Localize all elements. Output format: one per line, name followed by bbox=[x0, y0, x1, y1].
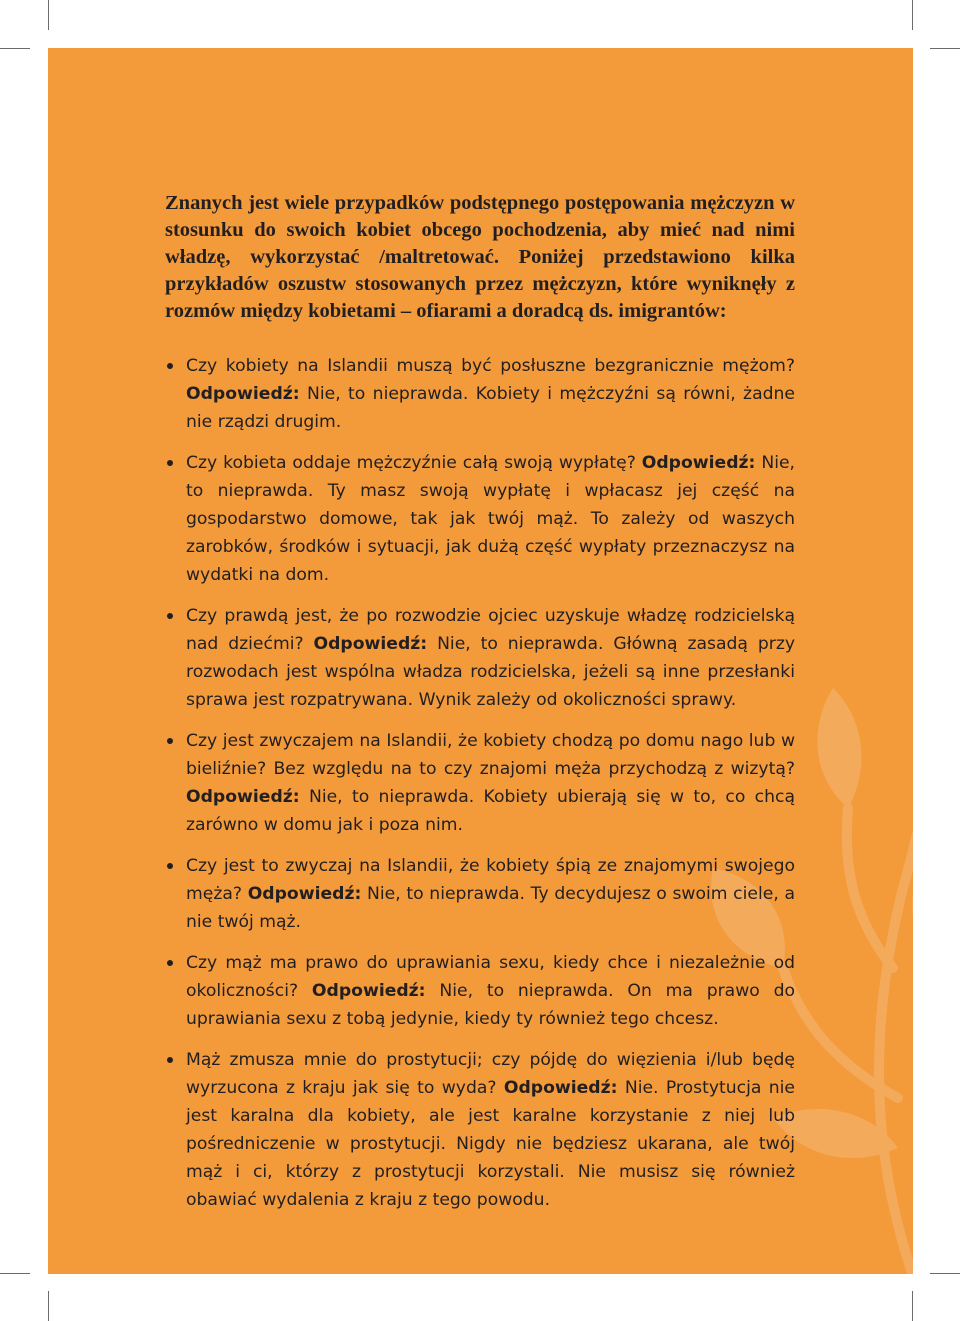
list-item bbox=[165, 352, 795, 436]
question-text: Czy mąż ma prawo do uprawiania sexu, kiedy chce i niezależnie od okoliczności? bbox=[186, 953, 795, 1001]
question-text: Czy jest zwyczajem na Islandii, że kobiety chodzą po domu nago lub w bieliźnie? Bez względu na to czy znajomi męża przychodzą z wizytą? bbox=[186, 731, 795, 779]
answer-label: Odpowiedź: bbox=[186, 384, 300, 404]
bullet-icon bbox=[167, 1057, 173, 1063]
main-content bbox=[165, 190, 795, 1227]
list-item bbox=[165, 949, 795, 1033]
crop-mark bbox=[930, 1273, 960, 1274]
answer-label: Odpowiedź: bbox=[247, 884, 362, 904]
question-text: Czy jest to zwyczaj na Islandii, że kobiety śpią ze znajomymi swojego męża? bbox=[186, 856, 795, 904]
answer-text: Nie, to nieprawda. Główną zasadą przy rozwodach jest wspólna władza rodzicielska, jeżeli są inne przesłanki sprawa jest rozpatrywana. Wynik zależy od okoliczności sprawy. bbox=[186, 634, 796, 710]
intro-paragraph: Znanych jest wiele przypadków podstępnego postępowania mężczyzn w stosunku do swoich kobiet obcego pochodzenia, aby mieć nad nimi władzę, wykorzystać /maltretować. Poniżej przedstawiono kilka przykładów oszustw stosowanych przez mężczyzn, które wyniknęły z rozmów między kobietami – ofiarami a doradcą ds. imigrantów: bbox=[165, 192, 795, 322]
bullet-icon bbox=[167, 863, 173, 869]
crop-mark bbox=[0, 1273, 30, 1274]
question-text: Mąż zmusza mnie do prostytucji; czy pójdę do więzienia i/lub będę wyrzucona z kraju jak się to wyda? bbox=[186, 1050, 795, 1098]
bullet-icon bbox=[167, 613, 173, 619]
answer-text: Nie, to nieprawda. Ty decydujesz o swoim ciele, a nie twój mąż. bbox=[186, 884, 796, 932]
answer-label: Odpowiedź: bbox=[313, 634, 428, 654]
answer-label: Odpowiedź: bbox=[503, 1078, 618, 1098]
answer-text: Nie, to nieprawda. Ty masz swoją wypłatę i wpłacasz jej część na gospodarstwo domowe, tak jak twój mąż. To zależy od waszych zarobków, środków i sytuacji, jak dużą część wypłaty przeznaczysz na wydatki na dom. bbox=[186, 453, 796, 585]
answer-label: Odpowiedź: bbox=[311, 981, 426, 1001]
question-text: Czy prawdą jest, że po rozwodzie ojciec uzyskuje władzę rodzicielską nad dziećmi? bbox=[186, 606, 795, 654]
list-item bbox=[165, 852, 795, 936]
crop-mark bbox=[930, 48, 960, 49]
bullet-icon bbox=[167, 960, 173, 966]
answer-label: Odpowiedź: bbox=[641, 453, 756, 473]
list-item bbox=[165, 449, 795, 589]
answer-text: Nie, to nieprawda. On ma prawo do uprawiania sexu z tobą jedynie, kiedy ty również tego chcesz. bbox=[186, 981, 796, 1029]
answer-label: Odpowiedź: bbox=[186, 787, 300, 807]
crop-mark bbox=[912, 1291, 913, 1321]
bullet-icon bbox=[167, 363, 173, 369]
question-text: Czy kobieta oddaje mężczyźnie całą swoją wypłatę? bbox=[186, 453, 636, 473]
list-item bbox=[165, 602, 795, 714]
bullet-icon bbox=[167, 738, 173, 744]
bullet-icon bbox=[167, 460, 173, 466]
answer-text: Nie, to nieprawda. Kobiety ubierają się w to, co chcą zarówno w domu jak i poza nim. bbox=[186, 787, 796, 835]
list-item bbox=[165, 727, 795, 839]
crop-mark bbox=[0, 48, 30, 49]
crop-mark bbox=[48, 0, 49, 30]
list-item bbox=[165, 1046, 795, 1214]
crop-mark bbox=[912, 0, 913, 30]
answer-text: Nie. Prostytucja nie jest karalna dla kobiety, ale jest karalne korzystanie z niej lub pośredniczenie w prostytucji. Nigdy nie będziesz ukarana, ale twój mąż i ci, którzy z prostytucji korzystali. Nie musisz się również obawiać wydalenia z kraju z tego powodu. bbox=[186, 1078, 795, 1210]
question-list bbox=[165, 352, 795, 1214]
question-text: Czy kobiety na Islandii muszą być posłuszne bezgranicznie mężom? bbox=[186, 356, 795, 376]
answer-text: Nie, to nieprawda. Kobiety i mężczyźni są równi, żadne nie rządzi drugim. bbox=[186, 384, 795, 432]
crop-mark bbox=[48, 1291, 49, 1321]
orange-page bbox=[48, 48, 913, 1274]
